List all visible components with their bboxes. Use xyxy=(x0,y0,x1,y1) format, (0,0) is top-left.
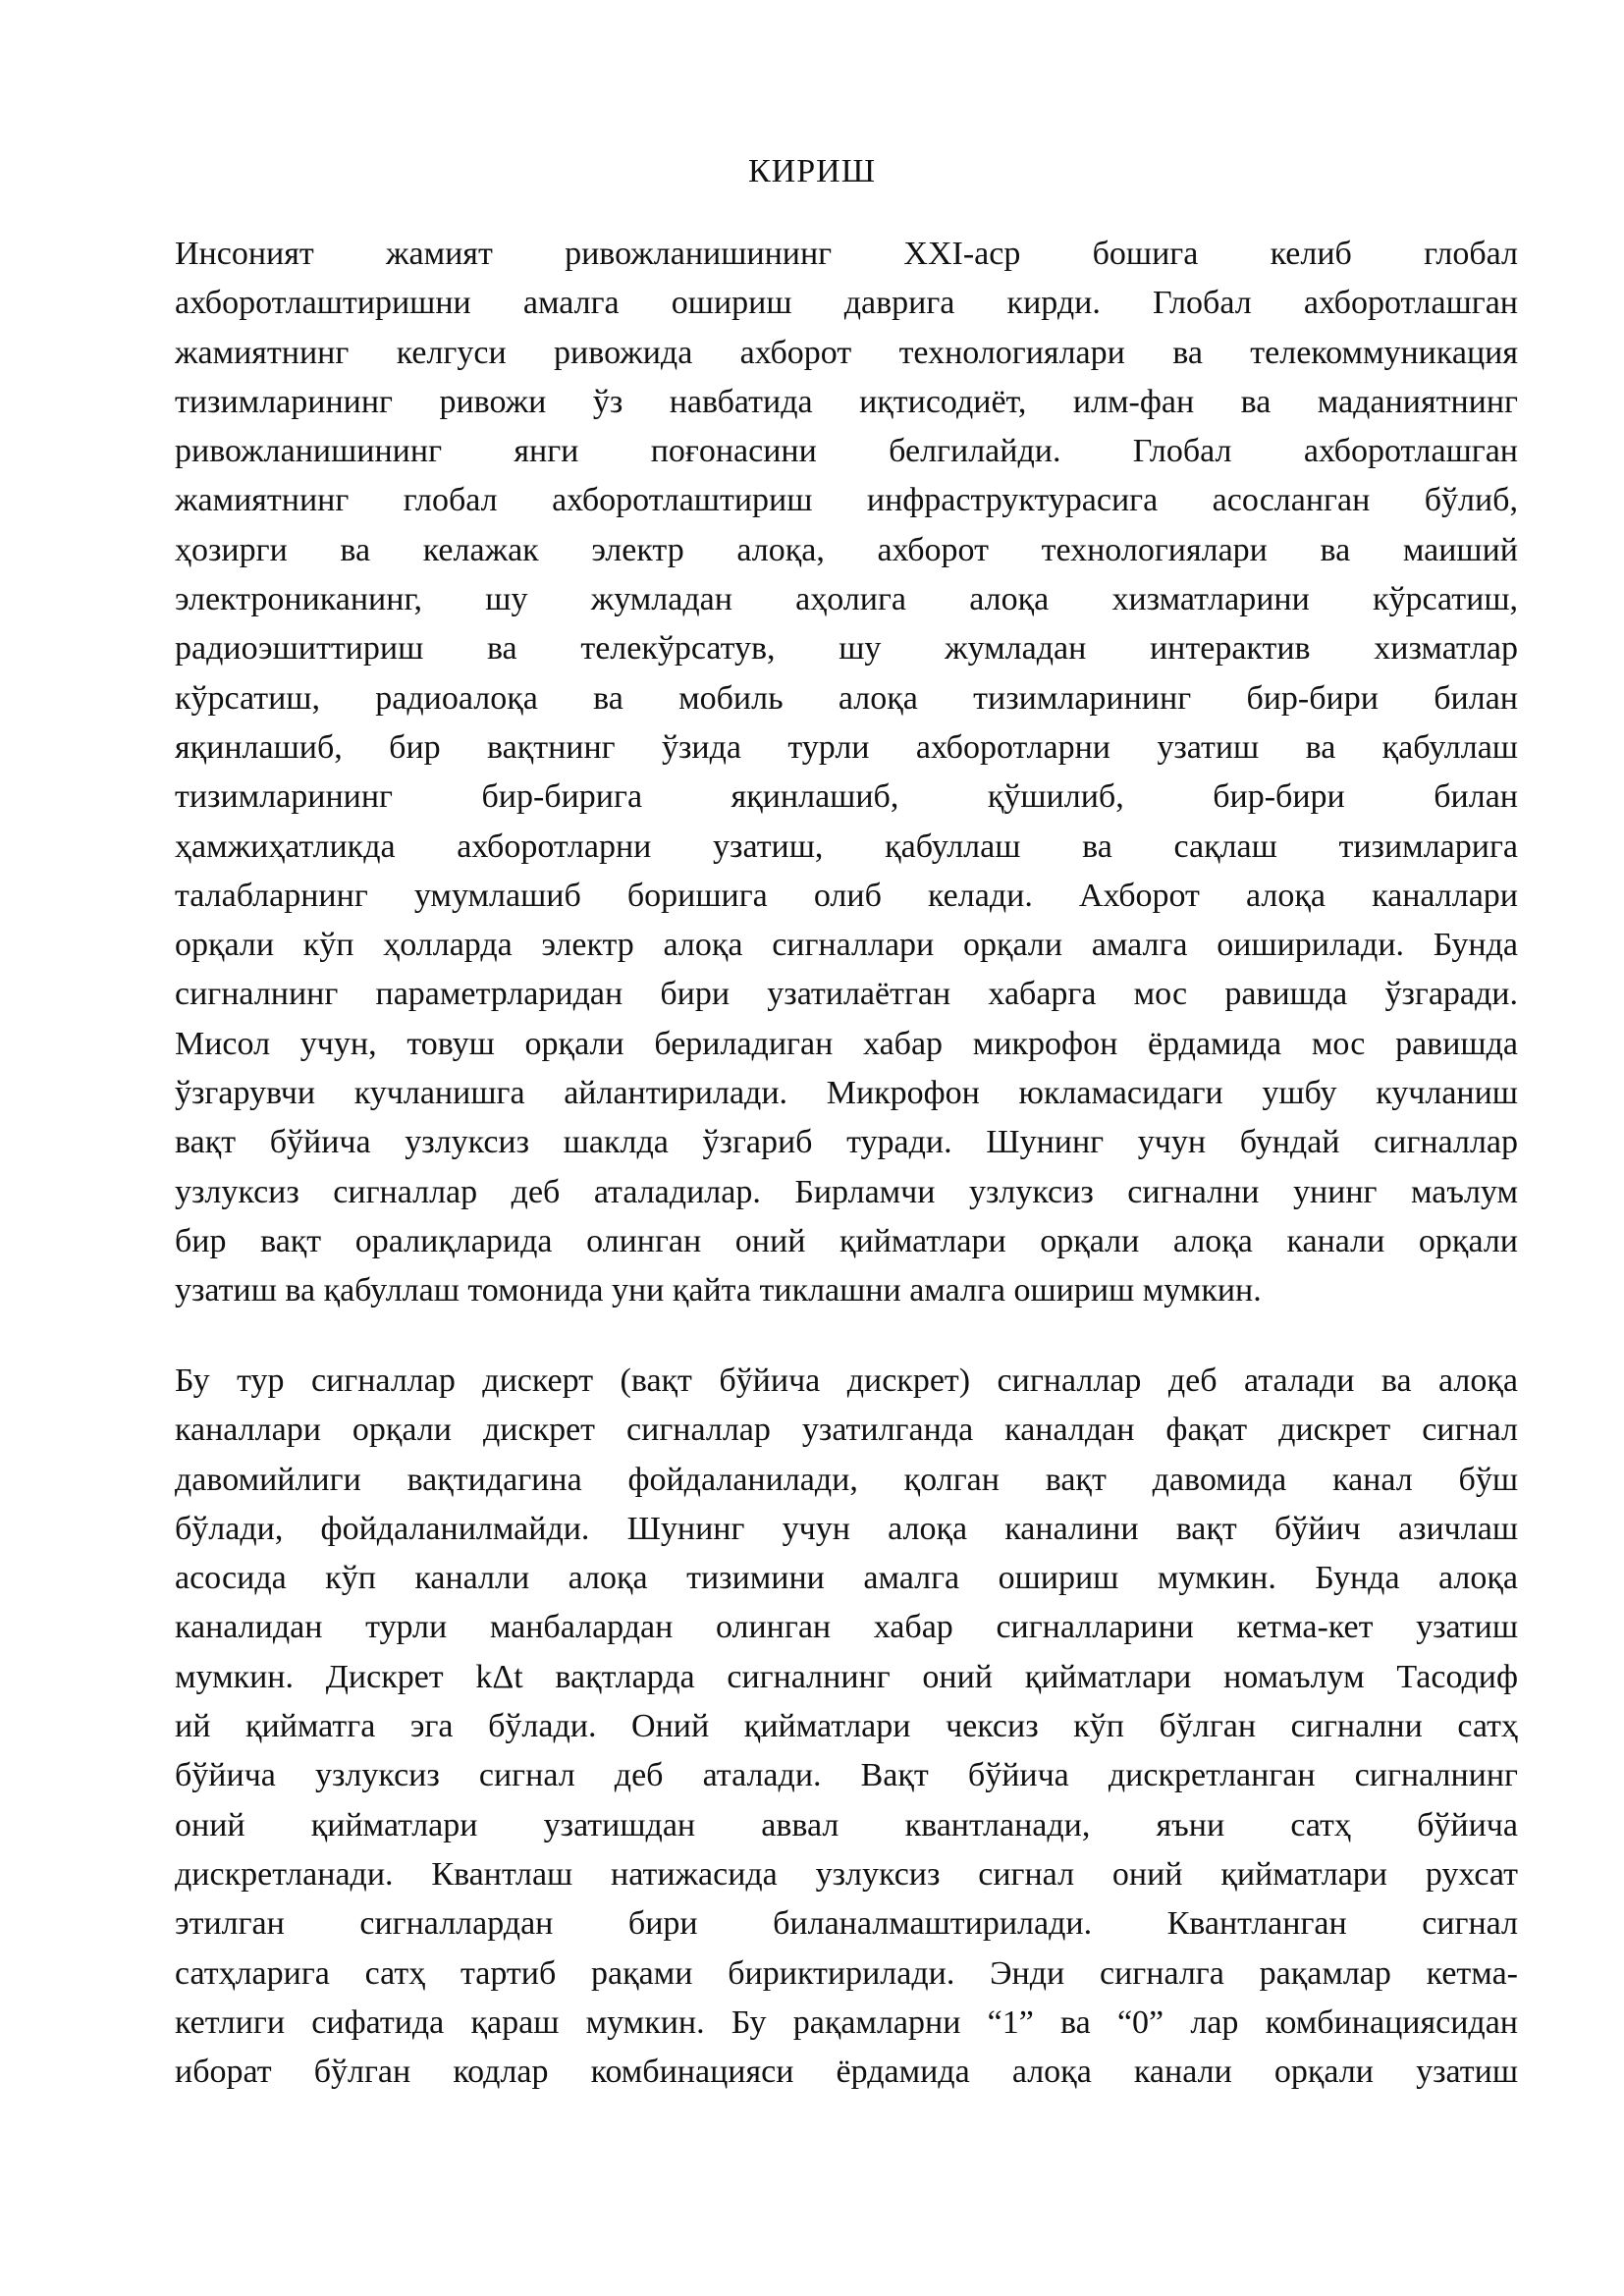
text-line: каналлари орқали дискрет сигналлар узатилганда каналдан фақат дискрет сигнал xyxy=(175,1412,1518,1449)
text-line: радиоэшиттириш ва телекўрсатув, шу жумладан интерактив хизматлар xyxy=(175,630,1518,667)
text-line: ҳозирги ва келажак электр алоқа, ахборот технологиялари ва маиший xyxy=(175,531,1518,568)
text-line: тизимларининг бир-бирига яқинлашиб, қўшилиб, бир-бири билан xyxy=(175,778,1518,816)
document-title: КИРИШ xyxy=(748,153,876,189)
text-line: Мисол учун, товуш орқали бериладиган хабар микрофон ёрдамида мос равишда xyxy=(175,1025,1518,1062)
text-line: бир вақт оралиқларида олинган оний қийматлари орқали алоқа канали орқали xyxy=(175,1222,1518,1259)
paragraph-1 xyxy=(175,230,1518,1316)
text-line: иборат бўлган кодлар комбинацияси ёрдамида алоқа канали орқали узатиш xyxy=(175,2054,1518,2091)
text-line: яқинлашиб, бир вақтнинг ўзида турли ахборотларни узатиш ва қабуллаш xyxy=(175,728,1518,766)
text-line: каналидан турли манбалардан олинган хабар сигналларини кетма-кет узатиш xyxy=(175,1609,1518,1646)
text-line: узатиш ва қабуллаш томонида уни қайта тиклашни амалга ошириш мумкин. xyxy=(175,1272,1262,1309)
text-line: оний қийматлари узатишдан аввал квантланади, яъни сатҳ бўйича xyxy=(175,1806,1518,1843)
text-line: сатҳларига сатҳ тартиб рақами бириктирилади. Энди сигналга рақамлар кетма- xyxy=(175,1954,1518,1992)
text-line: давомийлиги вақтидагина фойдаланилади, қолган вақт давомида канал бўш xyxy=(175,1461,1518,1498)
text-line: тизимларининг ривожи ўз навбатида иқтисодиёт, илм-фан ва маданиятнинг xyxy=(175,383,1518,420)
text-line: ривожланишининг янги поғонасини белгилайди. Глобал ахборотлашган xyxy=(175,433,1518,470)
text-line: жамиятнинг глобал ахборотлаштириш инфраструктурасига асосланган бўлиб, xyxy=(175,482,1518,519)
text-line: бўйича узлуксиз сигнал деб аталади. Вақт бўйича дискретланган сигналнинг xyxy=(175,1757,1518,1794)
text-line: сигналнинг параметрларидан бири узатилаётган хабарга мос равишда ўзгаради. xyxy=(175,976,1518,1013)
text-line: ахборотлаштиришни амалга ошириш даврига кирди. Глобал ахборотлашган xyxy=(175,285,1518,322)
text-line: мумкин. Дискрет kΔt вақтларда сигналнинг оний қийматлари номаълум Тасодиф xyxy=(175,1658,1518,1695)
text-line: асосида кўп каналли алоқа тизимини амалга ошириш мумкин. Бунда алоқа xyxy=(175,1560,1518,1597)
text-line: талабларнинг умумлашиб боришига олиб келади. Ахборот алоқа каналлари xyxy=(175,877,1518,914)
text-line: жамиятнинг келгуси ривожида ахборот технологиялари ва телекоммуникация xyxy=(175,334,1518,371)
text-line: Инсоният жамият ривожланишининг XXI-аср бошига келиб глобал xyxy=(175,236,1518,272)
text-line: этилган сигналлардан бири биланалмаштирилади. Квантланган сигнал xyxy=(175,1905,1518,1943)
text-line: ҳамжиҳатликда ахборотларни узатиш, қабуллаш ва сақлаш тизимларига xyxy=(175,828,1518,865)
text-line: кўрсатиш, радиоалоқа ва мобиль алоқа тизимларининг бир-бири билан xyxy=(175,679,1518,717)
text-line: вақт бўйича узлуксиз шаклда ўзгариб туради. Шунинг учун бундай сигналлар xyxy=(175,1124,1518,1161)
text-line: кетлиги сифатида қараш мумкин. Бу рақамларни “1” ва “0” лар комбинациясидан xyxy=(175,2003,1518,2041)
text-line: ўзгарувчи кучланишга айлантирилади. Микрофон юкламасидаги ушбу кучланиш xyxy=(175,1075,1518,1112)
text-line: узлуксиз сигналлар деб аталадилар. Бирламчи узлуксиз сигнални унинг маълум xyxy=(175,1173,1518,1210)
paragraph-2 xyxy=(175,1357,1518,2097)
text-line: электрониканинг, шу жумладан аҳолига алоқа хизматларини кўрсатиш, xyxy=(175,581,1518,618)
text-line: дискретланади. Квантлаш натижасида узлуксиз сигнал оний қийматлари рухсат xyxy=(175,1855,1518,1893)
text-line: орқали кўп ҳолларда электр алоқа сигналлари орқали амалга оиширилади. Бунда xyxy=(175,927,1518,964)
text-line: бўлади, фойдаланилмайди. Шунинг учун алоқа каналини вақт бўйич азичлаш xyxy=(175,1510,1518,1547)
text-line: Бу тур сигналлар дискерт (вақт бўйича дискрет) сигналлар деб аталади ва алоқа xyxy=(175,1362,1518,1399)
text-line: ий қийматга эга бўлади. Оний қийматлари чексиз кўп бўлган сигнални сатҳ xyxy=(175,1708,1518,1745)
